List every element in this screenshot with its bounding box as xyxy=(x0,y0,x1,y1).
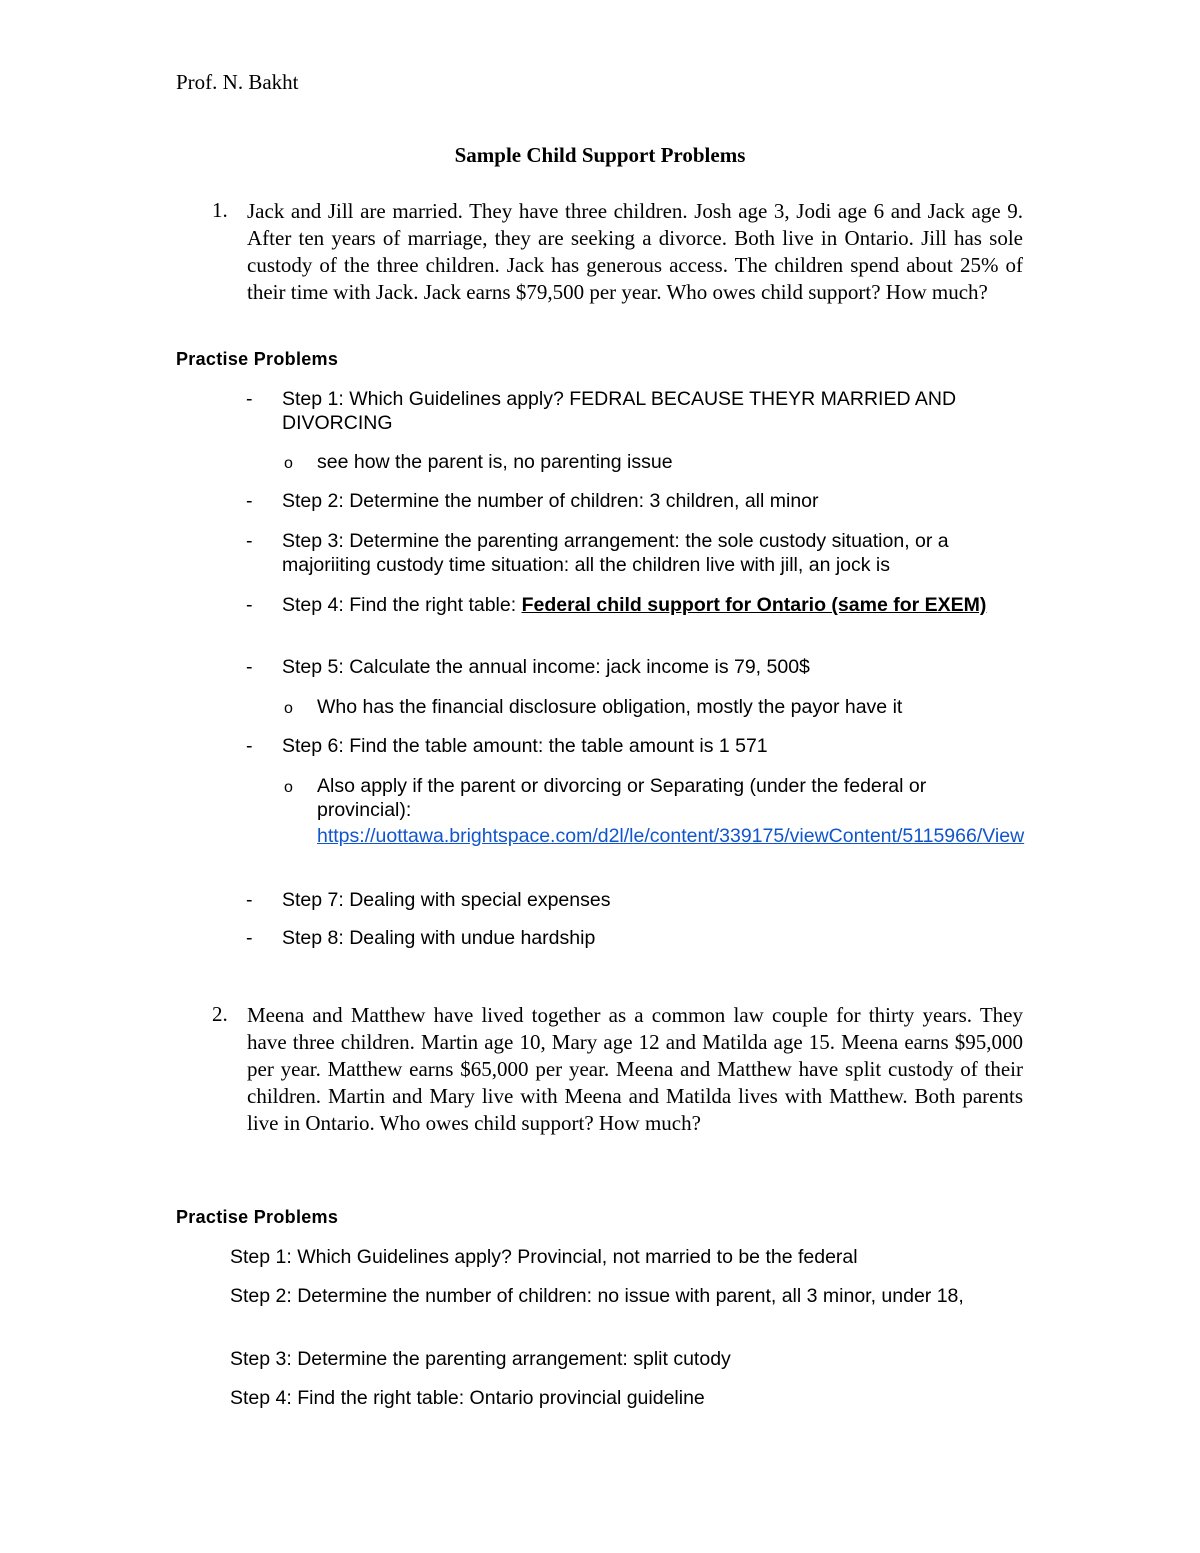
step-5-dash: - xyxy=(246,656,253,678)
step-1-sub-text: see how the parent is, no parenting issue xyxy=(317,451,673,473)
problem-2-text: Meena and Matthew have lived together as a common law couple for thirty years. They have three children. Martin age 10, Mary age 12 and Matilda age 15. Meena earns $95,000 per year. Matthew earns $65,000 per year. Meena and Matthew have split custody of their children. Martin and Mary live with Meena and Matilda lives with Matthew. Both parents live in Ontario. Who owes child support? How much? xyxy=(247,1003,1023,1135)
s2-step-3-text: Step 3: Determine the parenting arrangement: split cutody xyxy=(230,1348,731,1370)
step-4-prefix: Step 4: Find the right table: xyxy=(282,594,522,616)
step-1-sub-bullet: o xyxy=(284,455,293,472)
step-4-text xyxy=(282,593,1022,617)
step-7-text: Step 7: Dealing with special expenses xyxy=(282,889,611,911)
step-8-dash: - xyxy=(246,927,253,949)
page-header: Prof. N. Bakht xyxy=(176,70,299,94)
s2-step-4-text: Step 4: Find the right table: Ontario provincial guideline xyxy=(230,1387,705,1409)
step-6-sub-bullet: o xyxy=(284,779,293,796)
section-2-heading: Practise Problems xyxy=(176,1207,339,1227)
problem-1-text: Jack and Jill are married. They have three children. Josh age 3, Jodi age 6 and Jack age 9. After ten years of marriage, they are seeking a divorce. Both live in Ontario. Jill has sole custody of the three children. Jack has generous access. The children spend about 25% of their time with Jack. Jack earns $79,500 per year. Who owes child support? How much? xyxy=(247,199,1023,304)
s2-step-1-text: Step 1: Which Guidelines apply? Provincial, not married to be the federal xyxy=(230,1246,858,1268)
step-8-text: Step 8: Dealing with undue hardship xyxy=(282,927,596,949)
step-3-dash: - xyxy=(246,530,253,552)
step-7-dash: - xyxy=(246,889,253,911)
step-6-sub-text: Also apply if the parent or divorcing or Separating (under the federal or provincial): xyxy=(317,775,927,821)
step-3-text: Step 3: Determine the parenting arrangement: the sole custody situation, or a majoriiting custody time situation: all the children live with jill, an jock is xyxy=(282,530,949,576)
s2-step-2-text: Step 2: Determine the number of children: no issue with parent, all 3 minor, under 18, xyxy=(230,1285,964,1307)
page-title: Sample Child Support Problems xyxy=(454,143,746,167)
step-2-dash: - xyxy=(246,490,253,512)
step-6-dash: - xyxy=(246,735,253,757)
step-2-text: Step 2: Determine the number of children: 3 children, all minor xyxy=(282,490,819,512)
step-4-table-name: Federal child support for Ontario (same for EXEM) xyxy=(521,594,987,616)
step-1-text: Step 1: Which Guidelines apply? FEDRAL BECAUSE THEYR MARRIED AND DIVORCING xyxy=(282,388,957,434)
guideline-link[interactable]: https://uottawa.brightspace.com/d2l/le/content/339175/viewContent/5115966/View xyxy=(317,825,1025,847)
step-1-dash: - xyxy=(246,388,253,410)
step-5-sub-bullet: o xyxy=(284,700,293,717)
step-6-text: Step 6: Find the table amount: the table amount is 1 571 xyxy=(282,735,768,757)
step-5-sub-text: Who has the financial disclosure obligation, mostly the payor have it xyxy=(317,696,903,718)
problem-2-number: 2. xyxy=(212,1002,228,1026)
problem-1-number: 1. xyxy=(212,198,228,222)
step-4-dash: - xyxy=(246,594,253,616)
step-5-text: Step 5: Calculate the annual income: jack income is 79, 500$ xyxy=(282,656,810,678)
section-1-heading: Practise Problems xyxy=(176,349,339,369)
